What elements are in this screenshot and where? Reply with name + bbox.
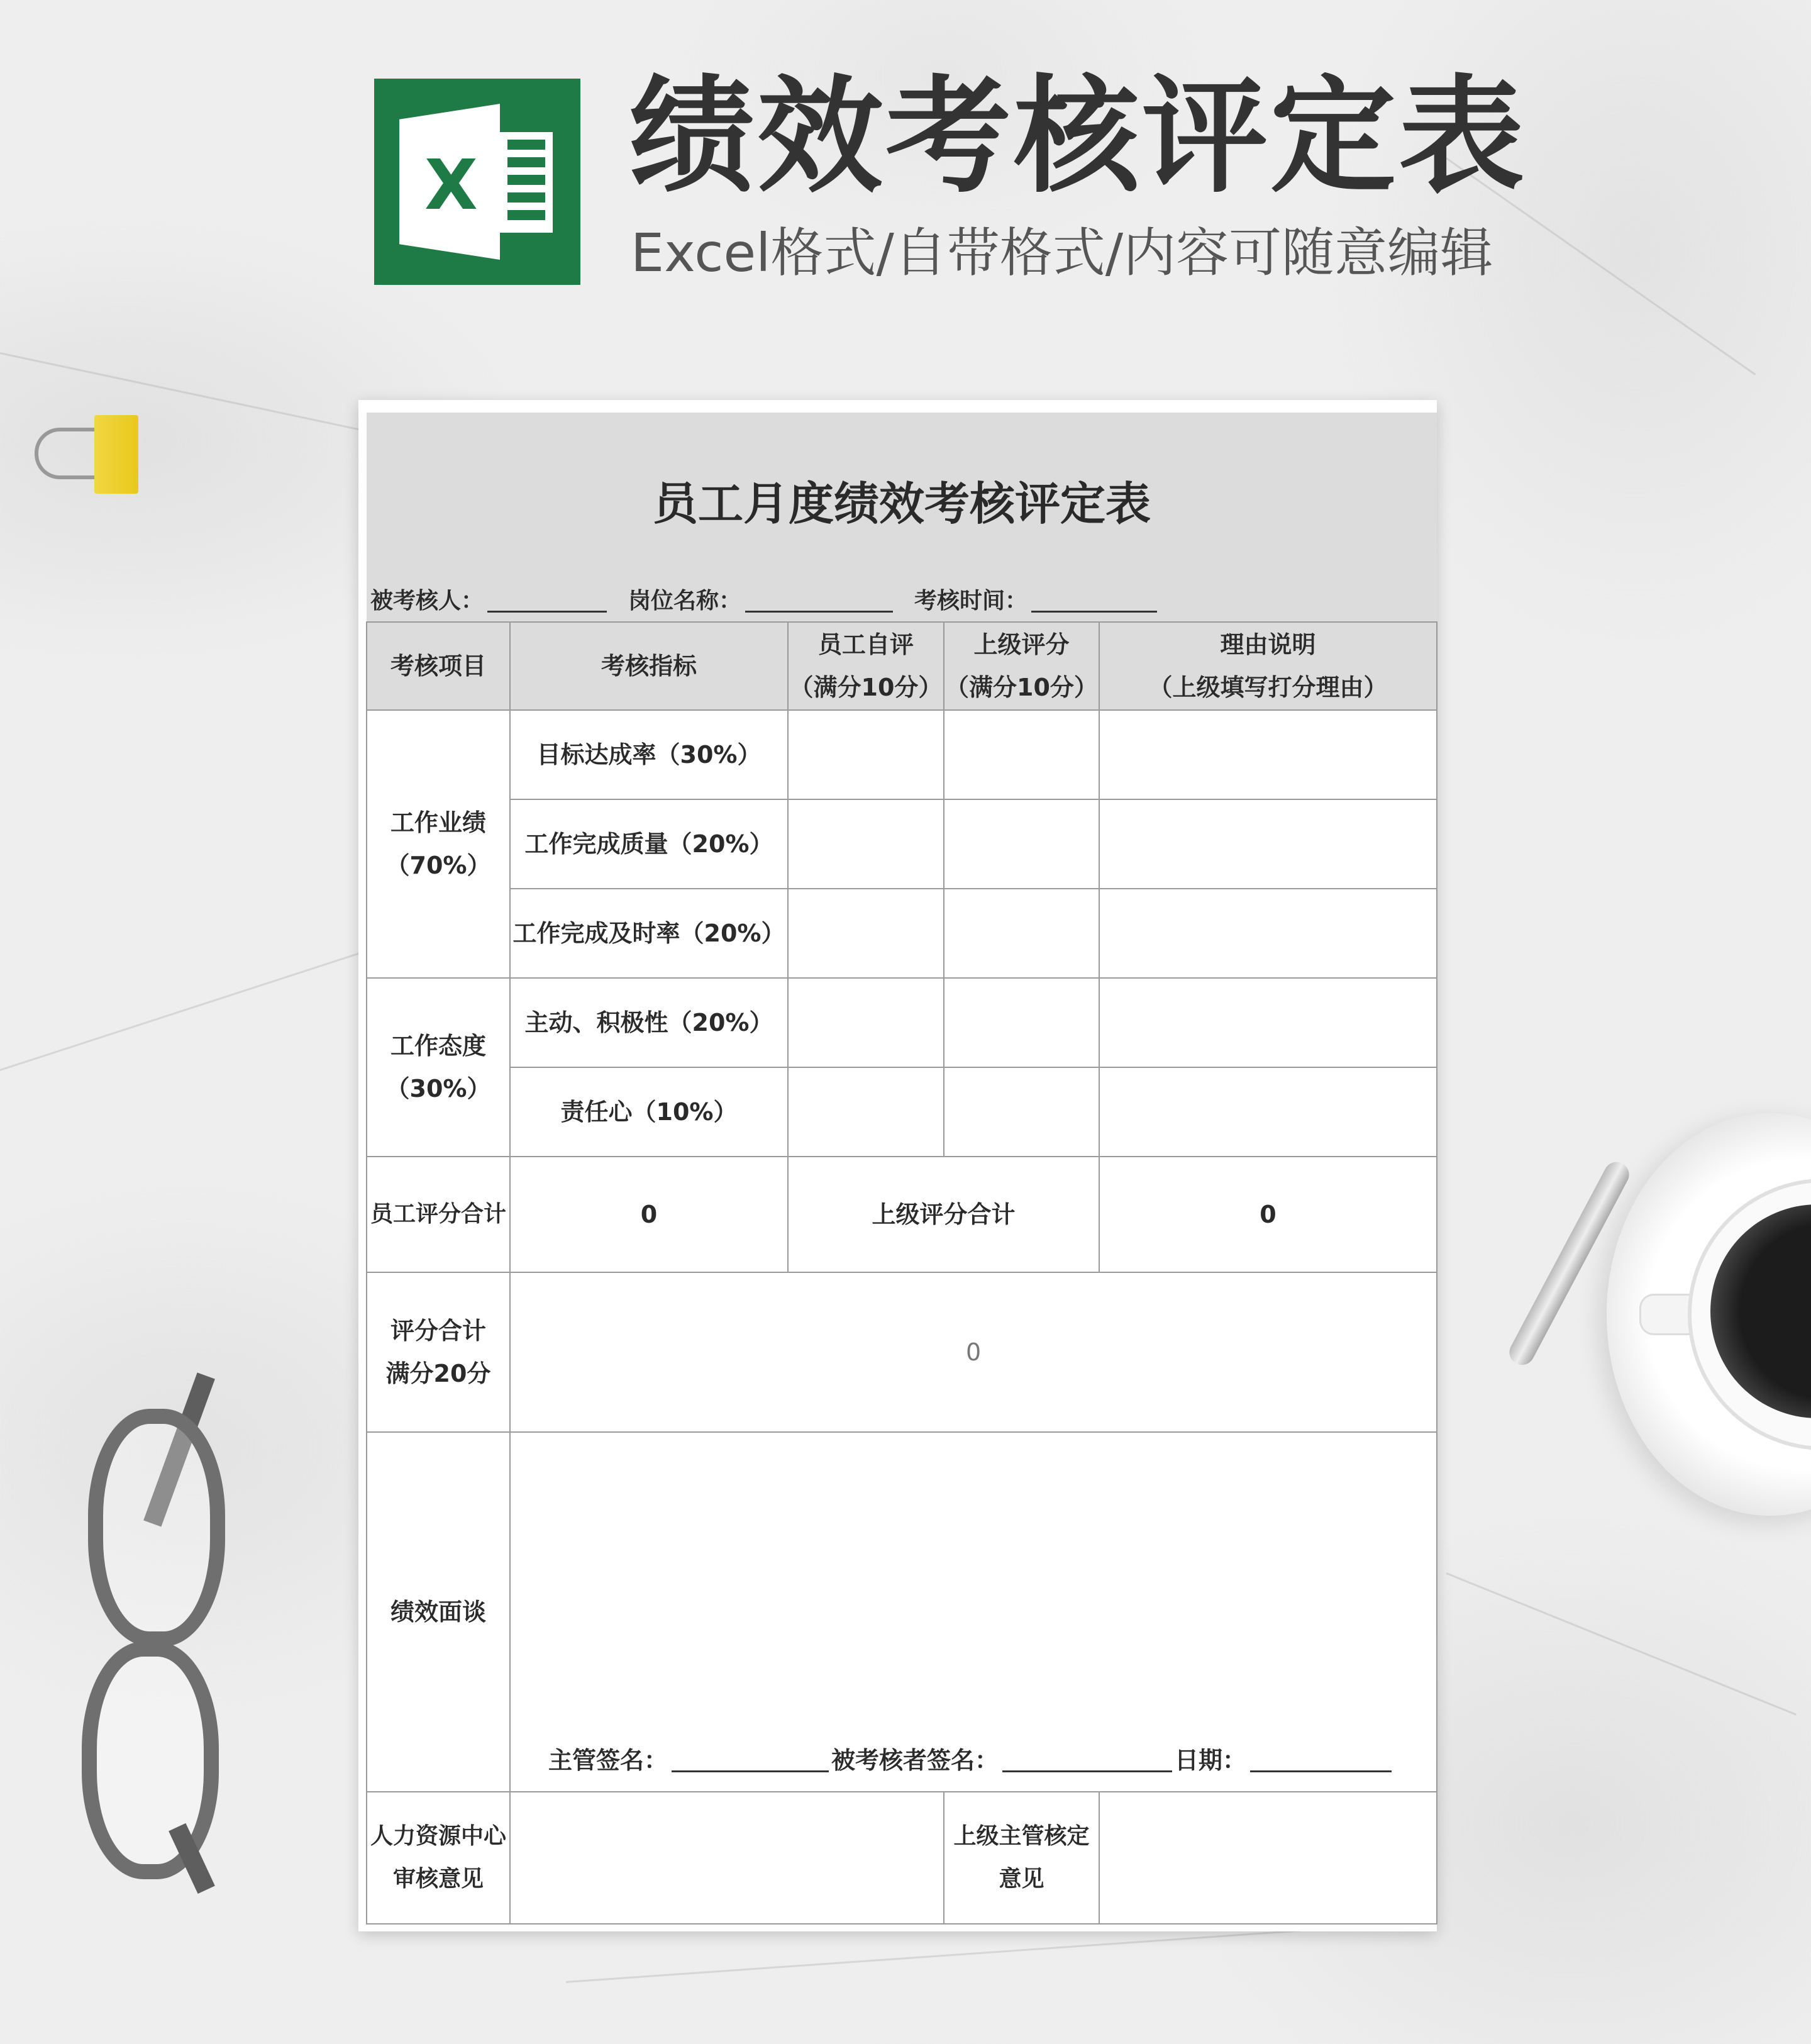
time-label: 考核时间： [914, 588, 1028, 614]
superior-approval-label-line2: 意见 [999, 1866, 1044, 1892]
group-attitude-line1: 工作态度 [390, 1032, 486, 1060]
reason-cell[interactable] [1099, 710, 1437, 799]
score-total-label [367, 1272, 510, 1432]
excel-logo-icon [374, 79, 580, 285]
time-field[interactable] [1031, 592, 1157, 613]
binder-clip-icon [35, 409, 141, 497]
date-field[interactable] [1250, 1752, 1392, 1772]
superior-approval-field[interactable] [1099, 1792, 1437, 1924]
group-attitude [367, 978, 510, 1157]
group-performance [367, 710, 510, 978]
superior-score-cell[interactable] [944, 1067, 1099, 1157]
indicator-cell: 工作完成及时率（20%） [510, 889, 788, 978]
indicator-cell: 工作完成质量（20%） [510, 799, 788, 889]
col-header-self-line1: 员工自评 [817, 631, 914, 658]
indicator-cell: 主动、积极性（20%） [510, 978, 788, 1067]
marble-texture [566, 1928, 1319, 1983]
group-attitude-line2: （30%） [385, 1075, 491, 1103]
appraisee-label: 被考核人： [370, 588, 484, 614]
self-score-cell[interactable] [788, 799, 944, 889]
employee-total-value: 0 [510, 1157, 788, 1272]
col-header-superior [944, 622, 1099, 710]
col-header-reason-line1: 理由说明 [1220, 631, 1316, 658]
group-performance-line2: （70%） [385, 852, 491, 879]
indicator-cell: 责任心（10%） [510, 1067, 788, 1157]
marble-texture [1446, 1572, 1796, 1716]
col-header-reason [1099, 622, 1437, 710]
hr-review-label-line2: 审核意见 [392, 1866, 484, 1892]
self-score-cell[interactable] [788, 710, 944, 799]
page-subtitle: Excel格式/自带格式/内容可随意编辑 [631, 222, 1493, 284]
col-header-self [788, 622, 944, 710]
superior-total-label: 上级评分合计 [788, 1157, 1099, 1272]
group-performance-line1: 工作业绩 [390, 809, 486, 836]
position-field[interactable] [745, 592, 893, 613]
score-total-value: 0 [510, 1272, 1437, 1432]
col-header-superior-line2: （满分10分） [945, 674, 1098, 701]
manager-sign-field[interactable] [672, 1752, 829, 1772]
signature-row [548, 1748, 1413, 1772]
date-label: 日期： [1175, 1747, 1247, 1774]
col-header-item: 考核项目 [367, 622, 510, 710]
appraisee-sign-field[interactable] [1002, 1752, 1172, 1772]
appraisal-table [366, 413, 1437, 1925]
reason-cell[interactable] [1099, 799, 1437, 889]
excel-logo-letter: X [424, 145, 478, 225]
position-label: 岗位名称： [628, 588, 742, 614]
score-total-label-line1: 评分合计 [390, 1317, 486, 1345]
marble-texture [0, 953, 359, 1071]
score-total-label-line2: 满分20分 [385, 1360, 491, 1387]
employee-total-label: 员工评分合计 [367, 1157, 510, 1272]
form-paper [358, 400, 1437, 1931]
col-header-superior-line1: 上级评分 [973, 631, 1070, 658]
appraisee-sign-label: 被考核者签名： [831, 1747, 999, 1774]
interview-label: 绩效面谈 [367, 1432, 510, 1792]
superior-score-cell[interactable] [944, 889, 1099, 978]
col-header-indicator: 考核指标 [510, 622, 788, 710]
hr-review-field[interactable] [510, 1792, 944, 1924]
indicator-cell: 目标达成率（30%） [510, 710, 788, 799]
self-score-cell[interactable] [788, 889, 944, 978]
hr-review-label [367, 1792, 510, 1924]
hr-review-label-line1: 人力资源中心 [370, 1823, 506, 1849]
page-title: 绩效考核评定表 [629, 64, 1527, 210]
form-title: 员工月度绩效考核评定表 [367, 413, 1437, 576]
reason-cell[interactable] [1099, 978, 1437, 1067]
col-header-reason-line2: （上级填写打分理由） [1148, 674, 1388, 701]
reason-cell[interactable] [1099, 889, 1437, 978]
superior-total-value: 0 [1099, 1157, 1437, 1272]
manager-sign-label: 主管签名： [548, 1747, 668, 1774]
superior-approval-label-line1: 上级主管核定 [953, 1823, 1090, 1849]
superior-score-cell[interactable] [944, 978, 1099, 1067]
superior-score-cell[interactable] [944, 799, 1099, 889]
glasses-icon [75, 1371, 239, 1887]
interview-content[interactable] [510, 1432, 1437, 1792]
reason-cell[interactable] [1099, 1067, 1437, 1157]
form-info-row [367, 576, 1437, 622]
col-header-self-line2: （满分10分） [789, 674, 943, 701]
self-score-cell[interactable] [788, 978, 944, 1067]
self-score-cell[interactable] [788, 1067, 944, 1157]
superior-approval-label [944, 1792, 1099, 1924]
appraisee-field[interactable] [487, 592, 607, 613]
superior-score-cell[interactable] [944, 710, 1099, 799]
